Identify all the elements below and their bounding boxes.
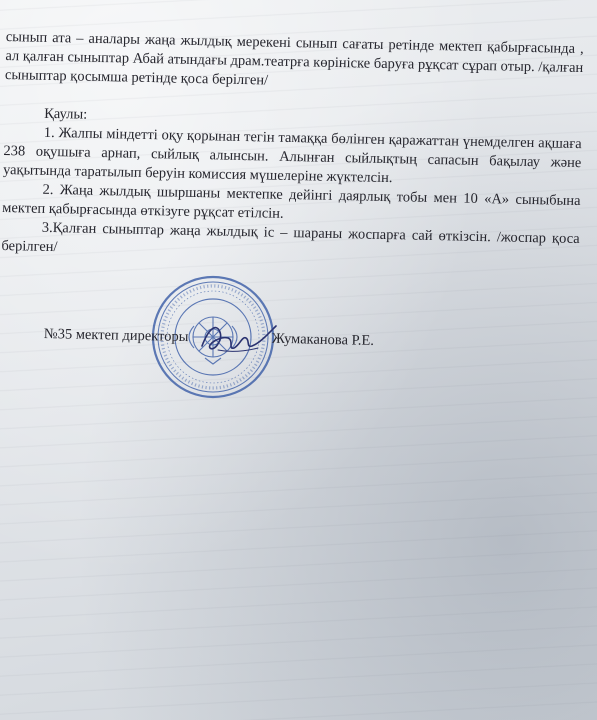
signature-line [43,326,423,358]
intro-paragraph: сынып ата – аналары жаңа жылдық мерекені сынып сағаты ретінде мектеп қабырғасында , ал қалған сыныптар Абай атындағы драм.театрға көрініске баруға рұқсат сұрап отыр. /қалған сыныптар қосымша ретінде қоса берілген/ [4,28,584,89]
signatory-title: №35 мектеп директоры [43,326,189,346]
resolution-item-3: 3.Қалған сыныптар жаңа жылдық іс – шараны жоспарға сай өткізсін. /жоспар қоса берілген/ [1,219,580,256]
resolution-heading: Қаулы: [44,105,88,123]
resolution-item-2: 2. Жаңа жылдық шыршаны мектепке дейінгі даярлық тобы мен 10 «А» сыныбына мектеп қабырғасында өткізуге рұқсат етілсін. [2,181,581,222]
document-body [1,28,584,268]
signatory-name: Жумаканова Р.Е. [271,330,375,349]
resolution-item-1: 1. Жалпы міндетті оқу қорынан тегін тамаққа бөлінген қаражаттан үнемделген ақшаға 238 оқушыға арнап, сыйлық алынсын. Алынған сыйлықтың сапасын бақылау және уақытында таратылып беруін комиссия мүшелеріне жүктелсін. [2,124,582,187]
